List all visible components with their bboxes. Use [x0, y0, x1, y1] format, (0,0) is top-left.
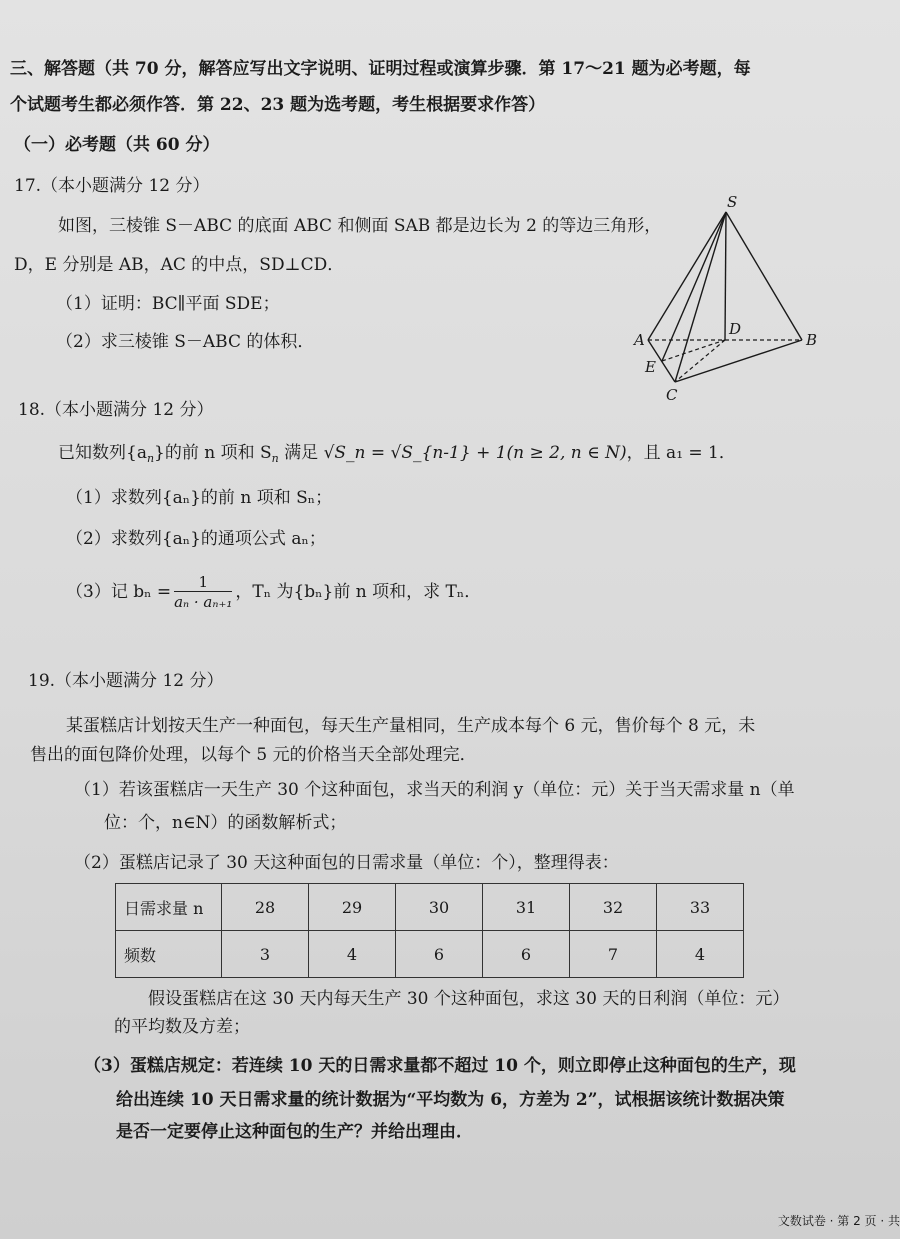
table-cell: 29	[309, 884, 396, 931]
q19-part3-line2: 给出连续 10 天日需求量的统计数据为“平均数为 6，方差为 2”，试根据该统计数据决策	[116, 1090, 785, 1110]
table-cell: 33	[657, 884, 744, 931]
q18-part2: （2）求数列{aₙ}的通项公式 aₙ；	[66, 529, 326, 549]
vertex-label-a: A	[634, 331, 645, 349]
section-heading-line2: 个试题考生都必须作答．第 22、23 题为选考题，考生根据要求作答）	[10, 95, 546, 115]
table-row-frequency	[116, 931, 744, 978]
table-cell: 3	[222, 931, 309, 978]
vertex-label-e: E	[645, 358, 656, 376]
q18-header: 18.（本小题满分 12 分）	[18, 400, 214, 420]
q17-stem-line2: D，E 分别是 AB，AC 的中点，SD⊥CD．	[14, 255, 345, 275]
table-cell: 30	[396, 884, 483, 931]
q19-part3-line3: 是否一定要停止这种面包的生产？并给出理由．	[116, 1122, 473, 1142]
table-cell: 31	[483, 884, 570, 931]
q18-stem	[58, 441, 736, 471]
vertex-label-c: C	[666, 386, 678, 403]
q18-stem-suffix: ，且 a₁ = 1．	[626, 443, 736, 463]
table-row-demand	[116, 884, 744, 931]
q19-part1-line1: （1）若该蛋糕店一天生产 30 个这种面包，求当天的利润 y（单位：元）关于当天需求量 n（单	[74, 780, 795, 800]
q18-part3-prefix: （3）记 bₙ =	[66, 582, 172, 602]
required-questions-heading: （一）必考题（共 60 分）	[14, 135, 220, 155]
q18-stem-text-mid: }的前 n 项和 S	[154, 443, 272, 463]
table-cell: 28	[222, 884, 309, 931]
q19-stem-line1: 某蛋糕店计划按天生产一种面包，每天生产量相同，生产成本每个 6 元，售价每个 8 元，未	[66, 716, 756, 736]
table-cell: 7	[570, 931, 657, 978]
q18-stem-text-mid2: 满足	[278, 443, 324, 463]
table-cell: 32	[570, 884, 657, 931]
table-cell: 6	[483, 931, 570, 978]
table-cell: 4	[657, 931, 744, 978]
table-cell: 4	[309, 931, 396, 978]
fraction-numerator: 1	[174, 573, 232, 592]
tetrahedron-figure	[630, 188, 830, 403]
q18-stem-sub: n	[146, 452, 155, 465]
q18-part3-suffix: ，Tₙ 为{bₙ}前 n 项和，求 Tₙ．	[235, 582, 482, 602]
vertex-label-b: B	[806, 331, 818, 349]
q19-part2-question-line1: 假设蛋糕店在这 30 天内每天生产 30 个这种面包，求这 30 天的日利润（单位：元）	[148, 989, 790, 1009]
q17-stem-line1: 如图，三棱锥 S－ABC 的底面 ABC 和侧面 SAB 都是边长为 2 的等边三角形，	[58, 216, 662, 236]
table-header-demand: 日需求量 n	[116, 884, 222, 931]
q18-part3	[66, 568, 481, 616]
q18-part1: （1）求数列{aₙ}的前 n 项和 Sₙ；	[66, 488, 333, 508]
q18-stem-text: 已知数列{a	[58, 443, 147, 463]
q17-part2: （2）求三棱锥 S－ABC 的体积．	[56, 332, 315, 352]
page-footer: 文数试卷 · 第 2 页 · 共	[777, 1214, 900, 1228]
q18-stem-sub2: n	[271, 452, 279, 465]
q17-part1: （1）证明：BC∥平面 SDE；	[56, 294, 280, 314]
q19-part3-line1: （3）蛋糕店规定：若连续 10 天的日需求量都不超过 10 个，则立即停止这种面包的生产，现	[84, 1056, 796, 1076]
table-header-frequency: 频数	[116, 931, 222, 978]
q19-stem-line2: 售出的面包降价处理，以每个 5 元的价格当天全部处理完．	[30, 745, 477, 765]
q19-header: 19.（本小题满分 12 分）	[28, 671, 224, 691]
section-heading-line1: 三、解答题（共 70 分，解答应写出文字说明、证明过程或演算步骤．第 17～21 题为必考题，每	[10, 59, 751, 79]
q19-part2-question-line2: 的平均数及方差；	[114, 1017, 250, 1037]
q18-fraction	[174, 573, 232, 612]
q19-part1-line2: 位：个，n∈N）的函数解析式；	[104, 813, 347, 833]
q19-part2-intro: （2）蛋糕店记录了 30 天这种面包的日需求量（单位：个），整理得表：	[74, 853, 619, 873]
fraction-denominator: aₙ · aₙ₊₁	[174, 593, 233, 611]
demand-frequency-table	[115, 883, 744, 978]
q18-recurrence-formula: √S_n = √S_{n-1} + 1(n ≥ 2, n ∈ N)	[323, 443, 627, 463]
q17-header: 17.（本小题满分 12 分）	[14, 176, 210, 196]
vertex-label-s: S	[727, 193, 738, 211]
table-cell: 6	[396, 931, 483, 978]
vertex-label-d: D	[729, 320, 742, 338]
